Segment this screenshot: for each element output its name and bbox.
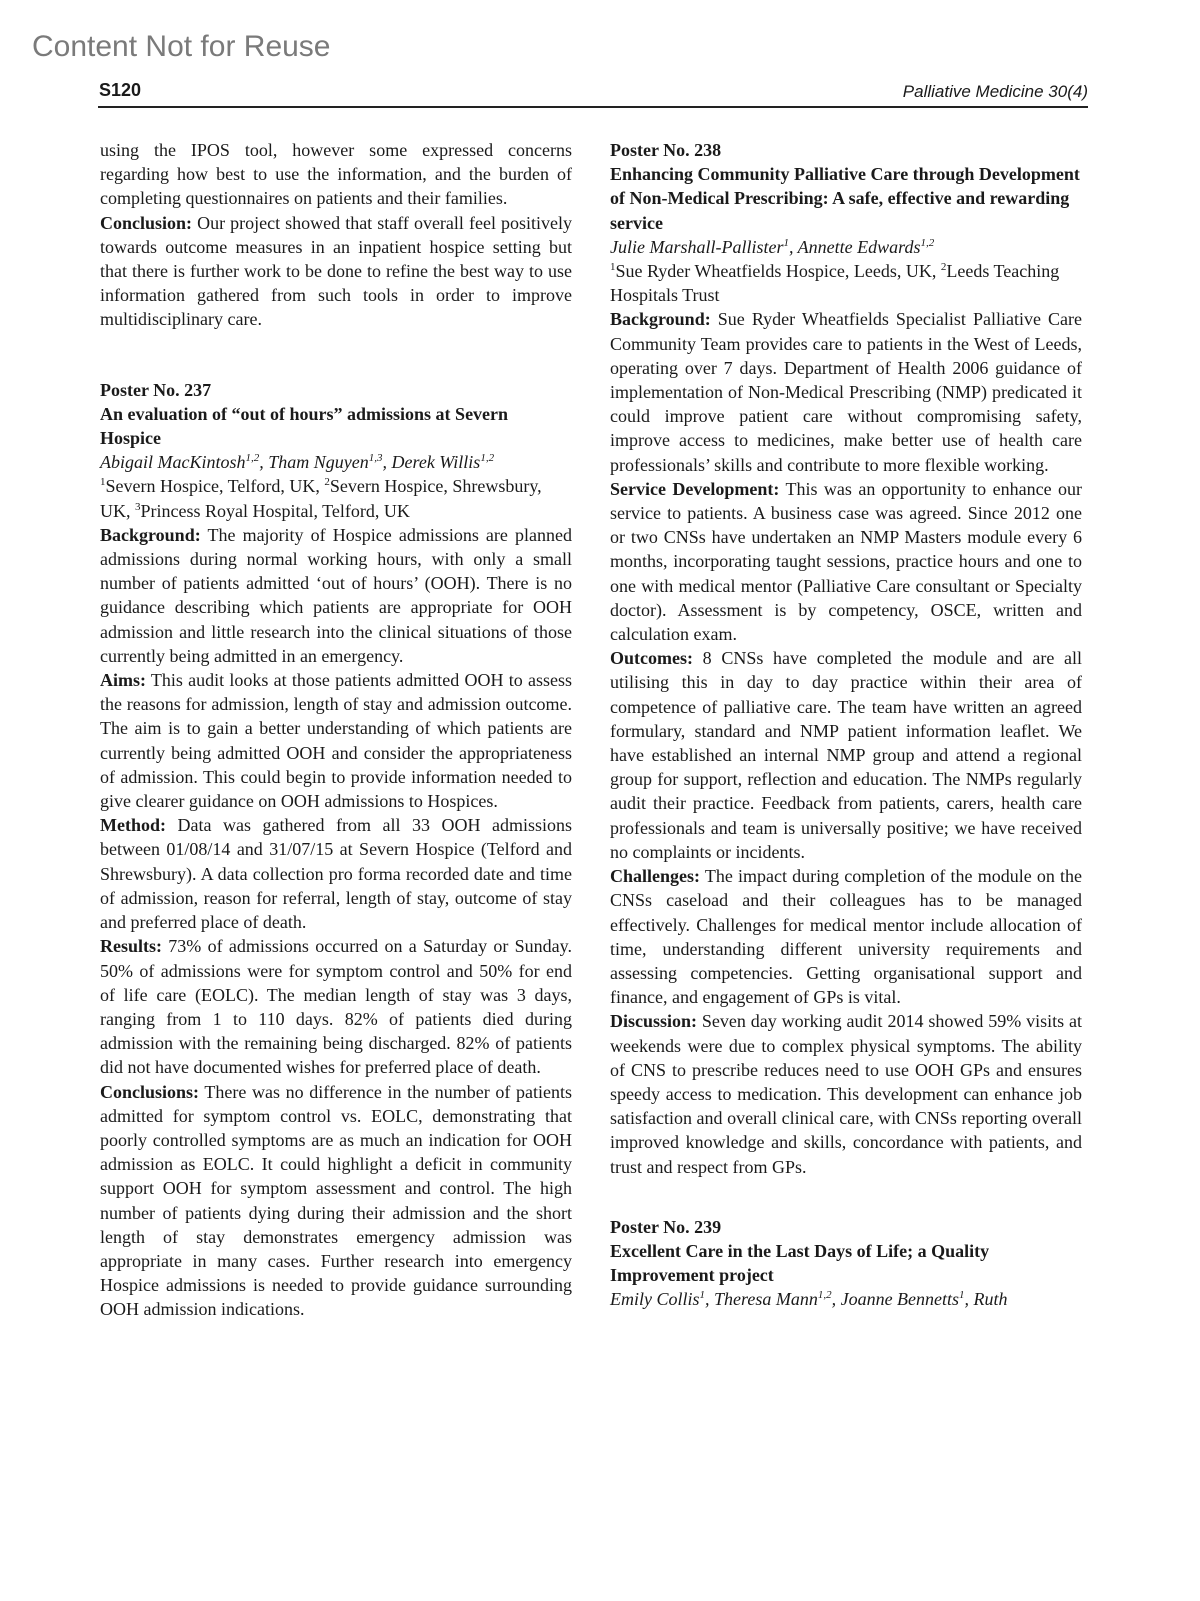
header-rule <box>98 106 1088 108</box>
author-affil-ref: 1 <box>959 1289 965 1302</box>
page-number: S120 <box>99 80 142 100</box>
author-sep: , <box>788 236 798 257</box>
poster-authors <box>610 1287 1082 1311</box>
author-name: Theresa Mann <box>714 1289 818 1310</box>
affil-ref: 1 <box>100 476 106 489</box>
author-sep: , <box>705 1289 714 1310</box>
author-name: Ruth <box>973 1289 1008 1310</box>
section-text: The majority of Hospice admissions are planned admissions during normal working hours, with only a small number of patients admitted ‘out of hours’ (OOH). There is no guidance describing which patients are appropriate for OOH admission and little research into the clinical situations of those currently being admitted in an emergency. <box>100 524 572 666</box>
section-label: Method: <box>100 815 166 836</box>
journal-title: Palliative Medicine 30(4) <box>902 82 1088 101</box>
section-label: Conclusions: <box>100 1081 200 1102</box>
poster-affiliations <box>100 474 572 522</box>
abstract-section <box>100 668 572 813</box>
poster-238 <box>610 138 1082 1179</box>
abstract-section <box>610 477 1082 646</box>
watermark: Content Not for Reuse <box>32 30 331 63</box>
affil-ref: 2 <box>324 476 330 489</box>
author-name: Julie Marshall-Pallister <box>610 236 784 257</box>
poster-title: Enhancing Community Palliative Care through Development of Non-Medical Prescribing: A safe, effective and rewarding service <box>610 164 1080 233</box>
section-text: Sue Ryder Wheatfields Specialist Palliative Care Community Team provides care to patients in the West of Leeds, operating over 7 days. Department of Health 2006 guidance of implementation of Non-Medical Prescribing (NMP) predicated it could improve patient care without compromising safety, improve access to medicines, make better use of health care professionals’ skills and contribute to more flexible working. <box>610 309 1082 475</box>
section-label: Results: <box>100 936 162 957</box>
section-label: Service Development: <box>610 478 780 499</box>
section-text: Data was gathered from all 33 OOH admissions between 01/08/14 and 31/07/15 at Severn Hospice (Telford and Shrewsbury). A data collection pro forma recorded date and time of admission, reason for referral, length of stay, outcome of stay and preferred place of death. <box>100 815 572 933</box>
poster-239 <box>610 1215 1082 1312</box>
author-name: Derek Willis <box>391 452 481 473</box>
section-text: The impact during completion of the module on the CNSs caseload and their colleagues has to be managed effectively. Challenges for medical mentor include allocation of time, understanding different university requirements and assessing competencies. Getting organisational support and finance, and engagement of GPs is vital. <box>610 866 1082 1008</box>
abstract-section <box>610 646 1082 864</box>
section-label: Challenges: <box>610 866 700 887</box>
author-sep: , <box>382 452 392 473</box>
poster-authors <box>610 235 1082 259</box>
author-name: Abigail MacKintosh <box>100 452 246 473</box>
spacer <box>100 332 572 378</box>
section-label: Discussion: <box>610 1011 698 1032</box>
author-affil-ref: 1 <box>699 1289 705 1302</box>
section-label: Outcomes: <box>610 648 693 669</box>
author-affil-ref: 1,3 <box>368 452 383 465</box>
affil-text: Severn Hospice, Shrewsbury, UK, <box>100 476 542 521</box>
section-label: Background: <box>100 524 201 545</box>
poster-title: Excellent Care in the Last Days of Life; a Quality Improvement project <box>610 1240 990 1286</box>
poster-number: Poster No. 238 <box>610 140 722 160</box>
author-name: Annette Edwards <box>797 236 921 257</box>
author-sep: , <box>964 1289 974 1310</box>
abstract-section <box>100 934 572 1079</box>
poster-affiliations <box>610 259 1082 307</box>
author-affil-ref: 1,2 <box>817 1289 832 1302</box>
section-text: This audit looks at those patients admitted OOH to assess the reasons for admission, length of stay and admission outcome. The aim is to gain a better understanding of which patients are currently being admitted OOH and consider the appropriateness of admission. This could begin to provide information needed to give clearer guidance on OOH admissions to Hospices. <box>100 670 572 812</box>
author-affil-ref: 1 <box>783 236 789 249</box>
poster-title: An evaluation of “out of hours” admissions at Severn Hospice <box>100 403 509 449</box>
poster-authors <box>100 450 572 474</box>
affil-ref: 3 <box>135 500 141 513</box>
author-affil-ref: 1,2 <box>245 452 260 465</box>
poster-number: Poster No. 239 <box>610 1216 722 1237</box>
author-name: Tham Nguyen <box>268 452 369 473</box>
abstract-section <box>100 1080 572 1322</box>
author-affil-ref: 1,2 <box>480 452 495 465</box>
poster-number: Poster No. 237 <box>100 379 212 400</box>
continued-conclusion <box>100 211 572 332</box>
right-column <box>610 138 1082 1312</box>
author-affil-ref: 1,2 <box>920 236 935 249</box>
affil-text: Leeds Teaching Hospitals Trust <box>610 261 1060 306</box>
continued-paragraph: using the IPOS tool, however some expressed concerns regarding how best to use the information, and the burden of completing questionnaires on patients and their families. <box>100 140 572 209</box>
section-text: This was an opportunity to enhance our service to patients. A business case was agreed. Since 2012 one or two CNSs have undertaken an NMP Masters module every 6 months, incorporating taught sessions, practice hours and one to one with medical mentor (Palliative Care consultant or Specialty doctor). Assessment is by competency, OSCE, written and calculation exam. <box>610 478 1082 645</box>
section-text: Seven day working audit 2014 showed 59% visits at weekends were due to complex physical symptoms. The ability of CNS to prescribe reduces need to use OOH GPs and ensures speedy access to medication. This development can enhance job satisfaction and overall clinical care, with CNSs reporting overall improved knowledge and skills, concordance with patients, and trust and respect from GPs. <box>610 1011 1082 1177</box>
affil-ref: 1 <box>610 261 616 274</box>
section-text: 8 CNSs have completed the module and are all utilising this in day to day practice within their area of competence of palliative care. The team have written an agreed formulary, standard and NMP patient information leaflet. We have established an internal NMP group and attend a regional group for support, reflection and education. The NMPs regularly audit their practice. Feedback from patients, carers, health care professionals and team is universally positive; we have received no complaints or incidents. <box>610 648 1082 862</box>
left-column <box>100 138 572 1322</box>
affil-text: Sue Ryder Wheatfields Hospice, Leeds, UK, <box>615 261 941 282</box>
section-label: Background: <box>610 309 711 330</box>
section-text: 73% of admissions occurred on a Saturday or Sunday. 50% of admissions were for symptom control and 50% for end of life care (EOLC). The median length of stay was 3 days, ranging from 1 to 110 days. 82% of patients died during admission with the remaining being discharged. 82% of patients did not have documented wishes for preferred place of death. <box>100 936 572 1078</box>
poster-237 <box>100 378 572 1322</box>
abstract-section <box>610 307 1082 476</box>
section-label: Aims: <box>100 670 146 691</box>
abstract-section <box>100 523 572 668</box>
abstract-section <box>610 864 1082 1009</box>
author-name: Emily Collis <box>610 1289 700 1310</box>
spacer <box>610 1179 1082 1215</box>
abstract-section <box>610 1009 1082 1178</box>
affil-text: Princess Royal Hospital, Telford, UK <box>140 500 410 521</box>
affil-text: Severn Hospice, Telford, UK, <box>105 476 325 497</box>
author-sep: , <box>259 452 269 473</box>
section-text: There was no difference in the number of patients admitted for symptom control vs. EOLC, demonstrating that poorly controlled symptoms are as much an indication for OOH admission as EOLC. It could highlight a deficit in community support OOH for symptom assessment and control. The high number of patients dying during their admission and the short length of stay demonstrates emergency admission was appropriate in many cases. Further research into emergency Hospice admissions is needed to provide guidance surrounding OOH admission indications. <box>100 1081 572 1320</box>
abstract-section <box>100 813 572 934</box>
section-text: Our project showed that staff overall feel positively towards outcome measures in an inpatient hospice setting but that there is further work to be done to refine the best way to use information gathered from such tools in order to improve multidisciplinary care. <box>100 212 572 330</box>
affil-ref: 2 <box>940 261 947 274</box>
author-sep: , <box>831 1289 841 1310</box>
section-label: Conclusion: <box>100 212 193 233</box>
author-name: Joanne Bennetts <box>840 1289 960 1310</box>
